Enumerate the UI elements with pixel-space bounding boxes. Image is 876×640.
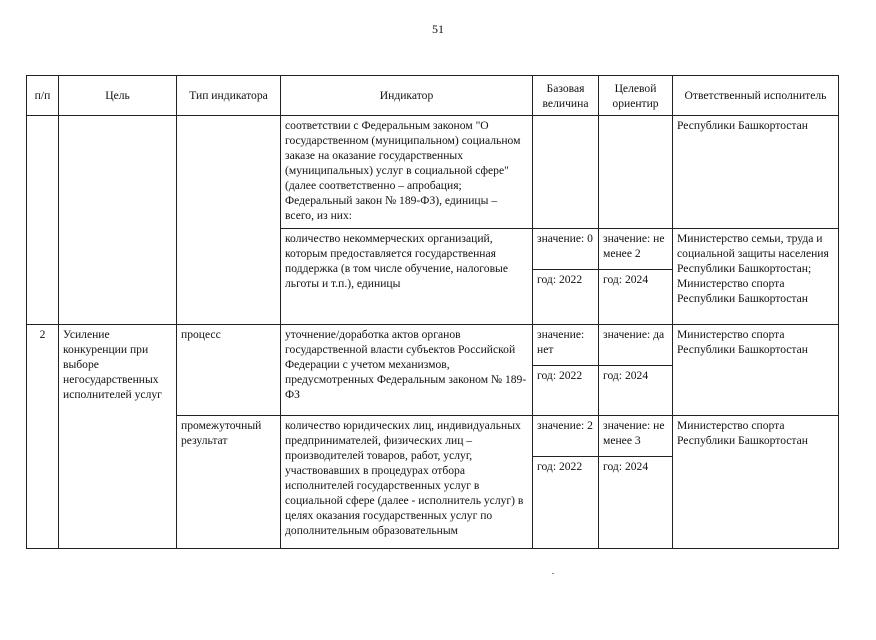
header-base: Базовая величина [533, 76, 599, 116]
cell-target-value: значение: да [599, 325, 673, 366]
cell-target-year: год: 2024 [599, 457, 673, 549]
header-indicator: Индикатор [281, 76, 533, 116]
cell-target-year: год: 2024 [599, 270, 673, 325]
cell-type-empty [177, 116, 281, 325]
cell-base-empty [533, 116, 599, 229]
cell-executor: Министерство спорта Республики Башкортостан [673, 325, 839, 416]
scan-dot [552, 573, 554, 574]
header-goal: Цель [59, 76, 177, 116]
cell-target-year: год: 2024 [599, 366, 673, 416]
cell-executor: Республики Башкортостан [673, 116, 839, 229]
cell-target-value: значение: не менее 3 [599, 416, 673, 457]
page-number: 51 [432, 22, 444, 36]
table-header-row [27, 76, 839, 116]
cell-base-year: год: 2022 [533, 366, 599, 416]
cell-indicator: соответствии с Федеральным законом "О государственном (муниципальном) социальном заказе на оказание государственных (муниципальных) услуг в социальной сфере" (далее соответственно – апробация; Федеральный закон № 189-ФЗ), единицы – всего, из них: [281, 116, 533, 229]
indicators-table [26, 75, 839, 549]
cell-type: промежуточный результат [177, 416, 281, 549]
cell-indicator: уточнение/доработка актов органов государственной власти субъектов Российской Федерации с учетом механизмов, предусмотренных Федеральным законом № 189-ФЗ [281, 325, 533, 416]
table-row [27, 116, 839, 229]
cell-target-empty [599, 116, 673, 229]
cell-executor: Министерство семьи, труда и социальной защиты населения Республики Башкортостан; Министерство спорта Республики Башкортостан [673, 229, 839, 325]
cell-base-year: год: 2022 [533, 270, 599, 325]
table-row [27, 325, 839, 366]
cell-goal-empty [59, 116, 177, 325]
cell-executor: Министерство спорта Республики Башкортостан [673, 416, 839, 549]
cell-num: 2 [27, 325, 59, 549]
cell-indicator: количество некоммерческих организаций, которым предоставляется государственная поддержка (в том числе обучение, налоговые льготы и т.п.), единицы [281, 229, 533, 325]
header-type: Тип индикатора [177, 76, 281, 116]
header-executor: Ответственный исполнитель [673, 76, 839, 116]
cell-base-value: значение: нет [533, 325, 599, 366]
header-num: п/п [27, 76, 59, 116]
cell-goal: Усиление конкуренции при выборе негосударственных исполнителей услуг [59, 325, 177, 549]
cell-target-value: значение: не менее 2 [599, 229, 673, 270]
cell-type: процесс [177, 325, 281, 416]
cell-num-empty [27, 116, 59, 325]
cell-indicator: количество юридических лиц, индивидуальных предпринимателей, физических лиц – производителей товаров, работ, услуг, участвовавших в процедурах отбора исполнителей государственных услуг в социальной сфере (далее - исполнитель услуг) в целях оказания государственных услуг по дополнительным образовательным [281, 416, 533, 549]
cell-base-year: год: 2022 [533, 457, 599, 549]
cell-base-value: значение: 0 [533, 229, 599, 270]
header-target: Целевой ориентир [599, 76, 673, 116]
cell-base-value: значение: 2 [533, 416, 599, 457]
